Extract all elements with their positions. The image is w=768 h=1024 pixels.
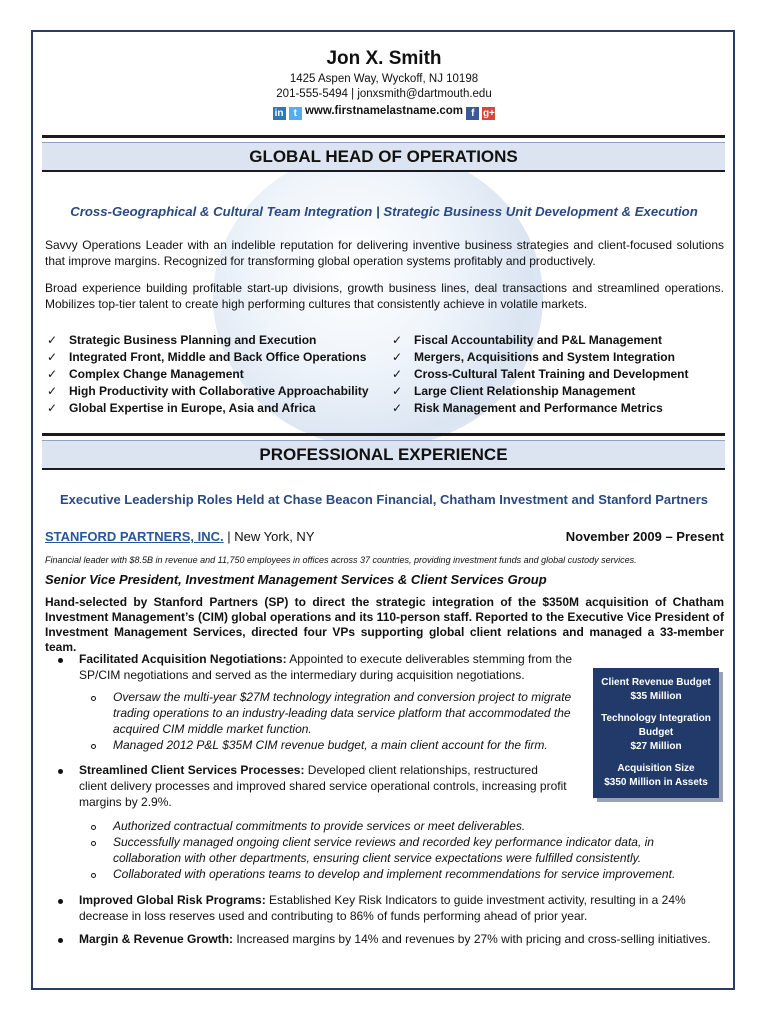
- sub-bullet-circle: [91, 873, 96, 878]
- metric-value: $35 Million: [630, 691, 682, 702]
- phone-text: 201-555-5494: [276, 88, 348, 100]
- bullet-lead: Margin & Revenue Growth:: [79, 932, 234, 946]
- sub-bullet-item: Authorized contractual commitments to provide services or meet deliverables.: [113, 819, 526, 833]
- company-location: New York, NY: [234, 529, 315, 544]
- google-plus-icon[interactable]: g+: [482, 108, 495, 119]
- sub-bullet-circle: [91, 841, 96, 846]
- bullet-item: [79, 931, 729, 947]
- metric-label: Technology Integration Budget: [601, 713, 711, 738]
- metric-label: Acquisition Size: [617, 763, 695, 774]
- address-line: 1425 Aspen Way, Wyckoff, NJ 10198: [289, 73, 479, 85]
- competencies-right: [392, 332, 727, 417]
- sub-bullet-item: Managed 2012 P&L $35M CIM revenue budget, a main client account for the firm.: [113, 738, 548, 752]
- facebook-icon[interactable]: f: [466, 107, 479, 120]
- company-line: [45, 529, 314, 544]
- metric-item: [593, 712, 719, 754]
- bullet-text: Increased margins by 14% and revenues by 27% with pricing and cross-selling initiatives.: [233, 932, 711, 946]
- job-overview: Hand-selected by Stanford Partners (SP) to direct the strategic integration of the $350M acquisition of Chatham Investment Management’s (CIM) global operations and its 110-person staff. Reported to the Executive Vice President of Investment Management Services, directed four VPs supporting global client relations and managed a 33-member team.: [45, 595, 724, 654]
- title-band: GLOBAL HEAD OF OPERATIONS: [42, 142, 725, 172]
- sub-bullet-circle: [91, 825, 96, 830]
- competency-item: ✓ Risk Management and Performance Metrics: [392, 400, 727, 417]
- job-dates: November 2009 – Present: [565, 529, 724, 544]
- competency-item: ✓ Global Expertise in Europe, Asia and Africa: [47, 400, 387, 417]
- bullet-item: [79, 762, 569, 810]
- bullet-dot: [58, 658, 63, 663]
- bullet-lead: Streamlined Client Services Processes:: [79, 763, 305, 777]
- company-separator: |: [227, 529, 231, 544]
- competencies-left: [47, 332, 387, 417]
- bullet-dot: [58, 899, 63, 904]
- competency-item: ✓ High Productivity with Collaborative Approachability: [47, 383, 387, 400]
- metrics-sidebox: [593, 668, 719, 798]
- bullet-lead: Facilitated Acquisition Negotiations:: [79, 652, 287, 666]
- sub-bullet-circle: [91, 744, 96, 749]
- metric-value: $27 Million: [630, 741, 682, 752]
- metric-item: [593, 676, 719, 704]
- bullet-text: Developed client relationships, restructured client delivery processes and improved shared service operational controls, increasing profit margins by 2.9%.: [79, 763, 567, 809]
- metric-value: $350 Million in Assets: [604, 777, 708, 788]
- competency-item: ✓ Mergers, Acquisitions and System Integration: [392, 349, 727, 366]
- company-description: Financial leader with $8.5B in revenue and 11,750 employees in offices across 37 countries, providing investment funds and global custody services.: [45, 555, 637, 565]
- email-link[interactable]: jonxsmith@dartmouth.edu: [357, 88, 492, 100]
- bullet-item: [79, 892, 715, 924]
- experience-subheading: Executive Leadership Roles Held at Chase Beacon Financial, Chatham Investment and Stanford Partners: [59, 492, 709, 507]
- competency-item: ✓ Complex Change Management: [47, 366, 387, 383]
- job-role-title: Senior Vice President, Investment Management Services & Client Services Group: [45, 572, 547, 587]
- competency-item: ✓ Strategic Business Planning and Execution: [47, 332, 387, 349]
- social-line: [40, 103, 728, 120]
- bullet-lead: Improved Global Risk Programs:: [79, 893, 266, 907]
- competency-item: ✓ Large Client Relationship Management: [392, 383, 727, 400]
- sub-bullet-circle: [91, 696, 96, 701]
- tagline: Cross-Geographical & Cultural Team Integration | Strategic Business Unit Development & Execution: [70, 204, 698, 219]
- bullet-dot: [58, 769, 63, 774]
- website-link[interactable]: www.firstnamelastname.com: [304, 105, 464, 117]
- summary-paragraph-1: Savvy Operations Leader with an indelible reputation for delivering inventive business strategies and client-focused solutions that improve margins. Recognized for transforming global operation systems profitably and productively.: [45, 238, 724, 268]
- contact-separator: |: [351, 88, 355, 100]
- experience-rule: [42, 433, 725, 436]
- competency-item: ✓ Cross-Cultural Talent Training and Development: [392, 366, 727, 383]
- bullet-item: [79, 651, 581, 683]
- candidate-name: Jon X. Smith: [326, 48, 442, 69]
- sub-bullet-item: Successfully managed ongoing client service reviews and recorded key performance indicator data, in collaboration with other departments, ensuring client service expectations were fulfilled consistently.: [113, 835, 654, 865]
- experience-band: PROFESSIONAL EXPERIENCE: [42, 440, 725, 470]
- bullet-text: Appointed to execute deliverables stemming from the SP/CIM negotiations and served as the intermediary during acquisition negotiations.: [79, 652, 573, 682]
- metric-item: [593, 762, 719, 790]
- summary-paragraph-2: Broad experience building profitable start-up divisions, growth business lines, deal transactions and streamlined operations. Mobilizes top-tier talent to create high performing cultures that consistently achieve in volatile markets.: [45, 281, 724, 311]
- company-name[interactable]: STANFORD PARTNERS, INC.: [45, 529, 224, 544]
- competency-item: ✓ Fiscal Accountability and P&L Management: [392, 332, 727, 349]
- competency-item: ✓ Integrated Front, Middle and Back Office Operations: [47, 349, 387, 366]
- sub-bullet-item: Collaborated with operations teams to develop and implement recommendations for service improvement.: [113, 867, 676, 881]
- contact-line: [40, 86, 728, 102]
- linkedin-icon[interactable]: in: [273, 107, 286, 120]
- bullet-text: Established Key Risk Indicators to guide investment activity, resulting in a 24% decrease in loss reserves used and contributing to 86% of funds performing ahead of prior year.: [79, 893, 686, 923]
- metric-label: Client Revenue Budget: [601, 677, 711, 688]
- bullet-dot: [58, 938, 63, 943]
- header-rule: [42, 135, 725, 138]
- sub-bullet-item: Oversaw the multi-year $27M technology integration and conversion project to migrate trading operations to an industry-leading data service platform that accommodated the acquired CIM middle market function.: [113, 690, 572, 736]
- twitter-icon[interactable]: t: [289, 107, 302, 120]
